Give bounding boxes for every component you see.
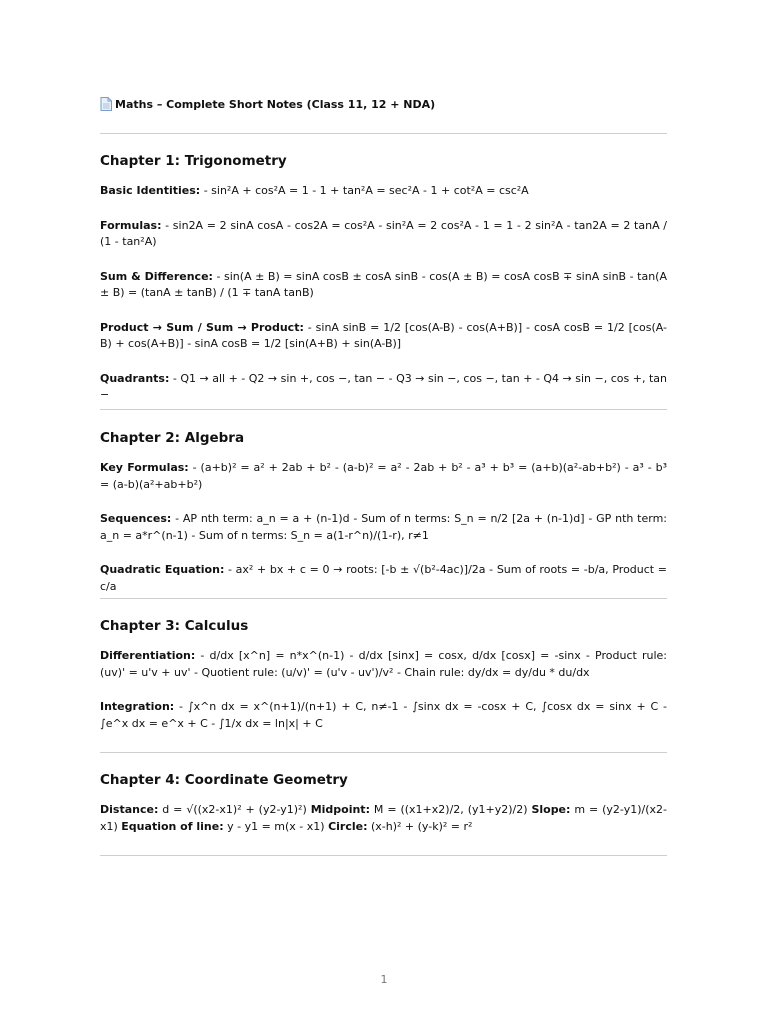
note-paragraph: Integration: - ∫x^n dx = x^(n+1)/(n+1) + C, n≠-1 - ∫sinx dx = -cosx + C, ∫cosx dx = sinx + C - ∫e^x dx = e^x + C - ∫1/x dx = ln|x| + C [100, 700, 667, 730]
note-paragraph: Differentiation: - d/dx [x^n] = n*x^(n-1) - d/dx [sinx] = cosx, d/dx [cosx] = -sinx - Product rule: (uv)' = u'v + uv' - Quotient rule: (u/v)' = (u'v - uv')/v² - Chain rule: dy/dx = dy/du * du/dx [100, 649, 667, 679]
document-title [100, 97, 435, 111]
chapter-heading: Chapter 1: Trigonometry [100, 153, 287, 169]
note-paragraph: Key Formulas: - (a+b)² = a² + 2ab + b² - (a-b)² = a² - 2ab + b² - a³ + b³ = (a+b)(a²-ab+b²) - a³ - b³ = (a-b)(a²+ab+b²) [100, 461, 667, 491]
chapter-heading: Chapter 3: Calculus [100, 618, 249, 634]
page-number: 1 [380, 973, 388, 986]
note-paragraph: Quadrants: - Q1 → all + - Q2 → sin +, cos −, tan − - Q3 → sin −, cos −, tan + - Q4 → sin −, cos +, tan − [100, 371, 667, 401]
document-icon [100, 97, 112, 111]
note-paragraph: Sequences: - AP nth term: a_n = a + (n-1)d - Sum of n terms: S_n = n/2 [2a + (n-1)d] - GP nth term: a_n = a*r^(n-1) - Sum of n terms: S_n = a(1-r^n)/(1-r), r≠1 [100, 512, 667, 542]
chapter-trigonometry [100, 152, 667, 404]
chapter-heading: Chapter 4: Coordinate Geometry [100, 772, 348, 788]
note-paragraph: Product → Sum / Sum → Product: - sinA sinB = 1/2 [cos(A-B) - cos(A+B)] - cosA cosB = 1/2 [cos(A-B) + cos(A+B)] - sinA cosB = 1/2 [sin(A+B) + sin(A-B)] [100, 320, 667, 350]
divider [100, 409, 667, 410]
note-paragraph: Basic Identities: - sin²A + cos²A = 1 - 1 + tan²A = sec²A - 1 + cot²A = csc²A [100, 184, 529, 197]
divider [100, 752, 667, 753]
divider [100, 133, 667, 134]
divider [100, 855, 667, 856]
note-paragraph: Quadratic Equation: - ax² + bx + c = 0 → roots: [-b ± √(b²-4ac)]/2a - Sum of roots = -b/a, Product = c/a [100, 563, 667, 593]
note-paragraph: Formulas: - sin2A = 2 sinA cosA - cos2A = cos²A - sin²A = 2 cos²A - 1 = 1 - 2 sin²A - tan2A = 2 tanA / (1 - tan²A) [100, 218, 667, 248]
divider [100, 598, 667, 599]
chapter-coordinate-geometry [100, 771, 667, 835]
chapter-heading: Chapter 2: Algebra [100, 430, 245, 446]
note-paragraph: Sum & Difference: - sin(A ± B) = sinA cosB ± cosA sinB - cos(A ± B) = cosA cosB ∓ sinA sinB - tan(A ± B) = (tanA ± tanB) / (1 ∓ tanA tanB) [100, 269, 667, 299]
chapter-calculus [100, 617, 667, 732]
document-title-text: Maths – Complete Short Notes (Class 11, 12 + NDA) [115, 97, 436, 111]
note-paragraph: Distance: d = √((x2-x1)² + (y2-y1)²) Midpoint: M = ((x1+x2)/2, (y1+y2)/2) Slope: m = (y2-y1)/(x2-x1) Equation of line: y - y1 = m(x - x1) Circle: (x-h)² + (y-k)² = r² [100, 803, 667, 833]
chapter-algebra [100, 429, 667, 595]
